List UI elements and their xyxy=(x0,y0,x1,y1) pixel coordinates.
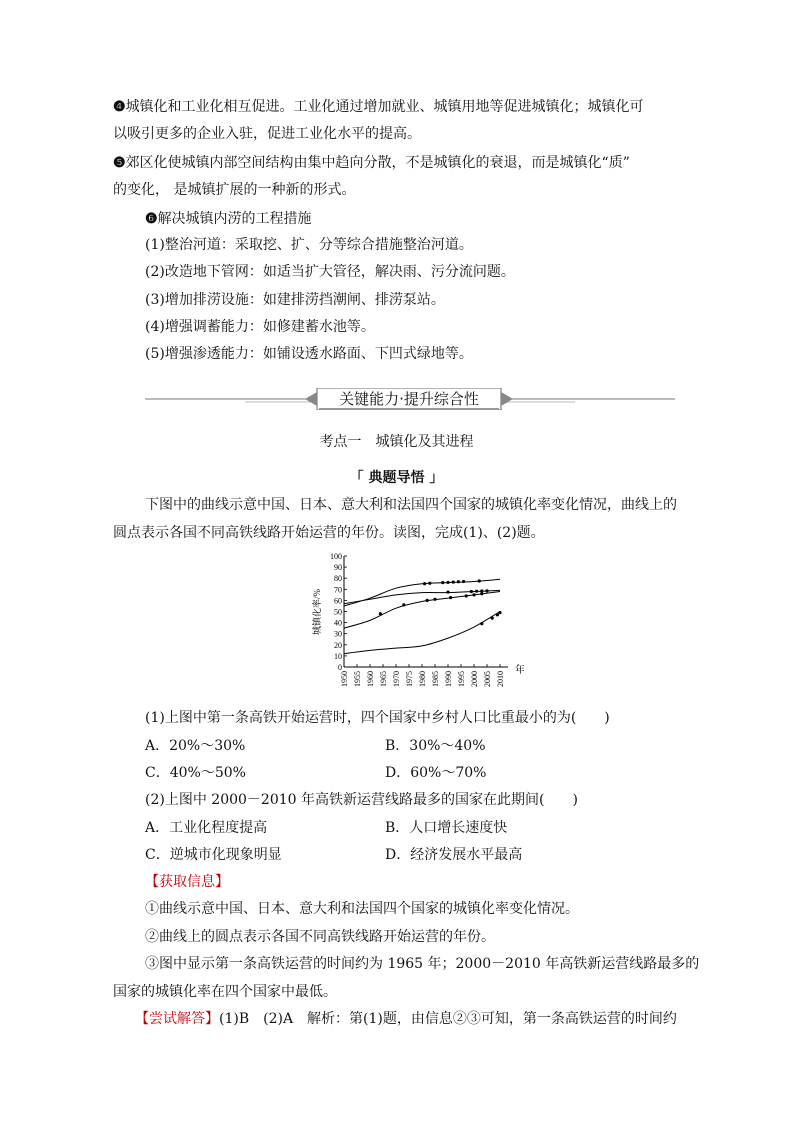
rail-start-dot xyxy=(472,593,475,596)
note-6-marker: ❻ xyxy=(145,210,158,226)
x-tick-label: 1955 xyxy=(353,671,362,687)
rail-start-dot xyxy=(480,589,483,592)
rail-start-dot xyxy=(480,622,483,625)
rail-start-dot xyxy=(457,580,460,583)
info-item: ①曲线示意中国、日本、意大利和法国四个国家的城镇化率变化情况。 xyxy=(145,901,579,917)
x-tick-label: 1975 xyxy=(405,671,414,687)
note-6-title xyxy=(145,209,312,228)
note-5-line-2: 的变化， 是城镇扩展的一种新的形式。 xyxy=(113,182,356,198)
x-tick-label: 1995 xyxy=(457,671,466,687)
rail-start-dot xyxy=(496,613,499,616)
note-6-item: (2)改造地下管网：如适当扩大管径，解决雨、污分流问题。 xyxy=(145,264,515,280)
q1-option-c[interactable]: C．40%～50% xyxy=(145,765,246,781)
q2-option-c[interactable]: C．逆城市化现象明显 xyxy=(145,847,282,863)
rail-start-dot xyxy=(478,579,481,582)
x-tick-label: 2010 xyxy=(496,671,505,687)
rail-start-dot xyxy=(426,599,429,602)
banner-title: 关键能力·提升综合性 xyxy=(339,390,479,408)
q1-option-b[interactable]: B．30%～40% xyxy=(385,738,486,754)
rail-start-dot xyxy=(441,581,444,584)
rail-start-dot xyxy=(475,590,478,593)
rail-start-dot xyxy=(465,594,468,597)
rail-start-dot xyxy=(498,611,501,614)
x-tick-label: 1985 xyxy=(431,671,440,687)
rail-start-dot xyxy=(462,580,465,583)
rail-start-dot xyxy=(452,580,455,583)
note-4-text: 城镇化和工业化相互促进。工业化通过增加就业、城镇用地等促进城镇化；城镇化可 xyxy=(125,99,644,115)
rail-start-dot xyxy=(433,598,436,601)
answer-text: (1)B (2)A 解析：第(1)题，由信息②③可知，第一条高铁运营的时间约 xyxy=(219,1011,677,1027)
x-tick-label: 1950 xyxy=(340,671,349,687)
answer-label: 【尝试解答】 xyxy=(135,1011,219,1027)
y-tick-label: 100 xyxy=(330,552,342,561)
y-tick-label: 20 xyxy=(334,640,342,650)
y-tick-label: 40 xyxy=(334,618,342,628)
x-tick-label: 1960 xyxy=(366,671,375,687)
y-tick-label: 60 xyxy=(334,596,342,606)
note-5-marker: ❺ xyxy=(113,154,126,170)
q2-option-d[interactable]: D．经济发展水平最高 xyxy=(385,847,523,863)
info-label: 【获取信息】 xyxy=(145,874,229,890)
q1-option-a[interactable]: A．20%～30% xyxy=(145,738,246,754)
note-6-item: (1)整治河道：采取挖、扩、分等综合措施整治河道。 xyxy=(145,237,473,253)
info-item: 国家的城镇化率在四个国家中最低。 xyxy=(113,984,337,1000)
section-banner xyxy=(145,388,675,410)
y-tick-label: 30 xyxy=(334,629,342,639)
y-tick-label: 70 xyxy=(334,585,342,595)
rail-start-dot xyxy=(446,590,449,593)
rail-start-dot xyxy=(423,582,426,585)
rail-start-dot xyxy=(470,590,473,593)
rail-start-dot xyxy=(491,617,494,620)
rail-start-dot xyxy=(449,596,452,599)
note-4-marker: ❹ xyxy=(113,98,126,114)
q2-option-a[interactable]: A．工业化程度提高 xyxy=(145,820,268,836)
note-6-item: (4)增强调蓄能力：如修建蓄水池等。 xyxy=(145,319,375,335)
x-tick-label: 1990 xyxy=(444,671,453,687)
note-5-line-1 xyxy=(113,153,630,172)
note-4-line-1 xyxy=(113,97,644,116)
x-tick-label: 2005 xyxy=(483,671,492,687)
q2-stem: (2)上图中 2000－2010 年高铁新运营线路最多的国家在此期间( ) xyxy=(145,792,578,808)
y-tick-label: 10 xyxy=(334,651,342,661)
rail-start-dot xyxy=(485,589,488,592)
q1-option-d[interactable]: D．60%～70% xyxy=(385,765,487,781)
q2-option-b[interactable]: B．人口增长速度快 xyxy=(385,820,508,836)
note-6-item: (5)增强渗透能力：如铺设透水路面、下凹式绿地等。 xyxy=(145,346,473,362)
note-5-text: 郊区化使城镇内部空间结构由集中趋向分散，不是城镇化的衰退，而是城镇化“质” xyxy=(125,155,630,171)
q1-stem: (1)上图中第一条高铁开始运营时，四个国家中乡村人口比重最小的为( ) xyxy=(145,710,610,726)
series-line-curve-c xyxy=(344,592,500,629)
note-6-title-text: 解决城镇内涝的工程措施 xyxy=(157,211,312,227)
kaodian-title: 考点一 城镇化及其进程 xyxy=(319,434,474,450)
x-tick-label: 1965 xyxy=(379,671,388,687)
x-tick-label: 2000 xyxy=(470,671,479,687)
y-tick-label: 80 xyxy=(334,574,342,584)
y-tick-label: 50 xyxy=(334,607,342,617)
intro-line-1: 下图中的曲线示意中国、日本、意大利和法国四个国家的城镇化率变化情况，曲线上的 xyxy=(145,497,677,513)
info-item: ③图中显示第一条高铁运营的时间约为 1965 年；2000－2010 年高铁新运营线路最多的 xyxy=(145,956,700,972)
x-tick-label: 1980 xyxy=(418,671,427,687)
dianti-daowu-label: 「 典题导悟 」 xyxy=(349,470,444,486)
note-4-line-2: 以吸引更多的企业入驻，促进工业化水平的提高。 xyxy=(113,126,421,142)
chart-svg xyxy=(310,552,524,694)
rail-start-dot xyxy=(446,581,449,584)
y-tick-label: 0 xyxy=(338,663,342,672)
note-6-item: (3)增加排涝设施：如建排涝挡潮闸、排涝泵站。 xyxy=(145,292,445,308)
rail-start-dot xyxy=(428,582,431,585)
intro-line-2: 圆点表示各国不同高铁线路开始运营的年份。读图，完成(1)、(2)题。 xyxy=(113,525,545,541)
answer-line xyxy=(135,1010,677,1028)
y-axis-label: 城镇化率/% xyxy=(312,589,322,635)
y-tick-label: 90 xyxy=(334,563,342,573)
rail-start-dot xyxy=(379,612,382,615)
x-axis-label: 年 xyxy=(515,665,524,676)
rail-start-dot xyxy=(402,603,405,606)
info-item: ②曲线上的圆点表示各国不同高铁线路开始运营的年份。 xyxy=(145,929,495,945)
series-line-curve-d xyxy=(344,612,500,654)
urbanization-chart xyxy=(310,552,524,694)
rail-start-dot xyxy=(480,592,483,595)
x-tick-label: 1970 xyxy=(392,671,401,687)
